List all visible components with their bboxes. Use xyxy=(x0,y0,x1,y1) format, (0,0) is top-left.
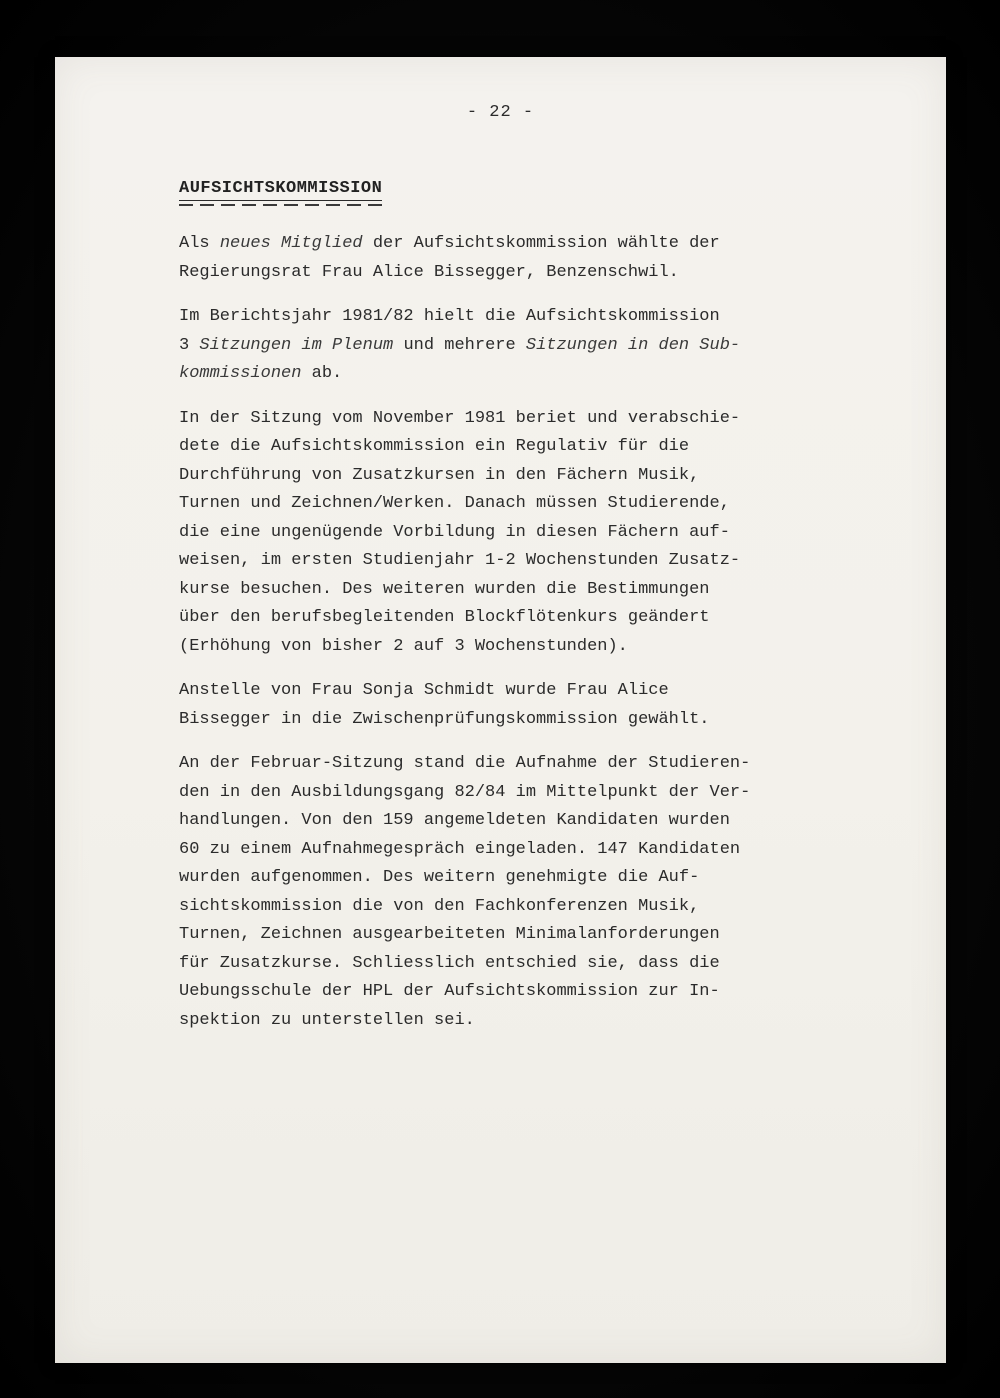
italic-text-run: neues Mitglied xyxy=(219,234,363,253)
paragraph xyxy=(179,303,826,389)
section-heading: AUFSICHTSKOMMISSION xyxy=(179,179,382,201)
italic-text-run: Sitzungen in den Sub- xyxy=(525,335,741,355)
italic-text-run: kommissionen xyxy=(179,364,302,383)
text-run: Anstelle von Frau Sonja Schmidt wurde Frau Alice xyxy=(179,681,669,700)
document-body xyxy=(55,122,946,1035)
paragraph xyxy=(179,405,826,662)
text-run: Regierungsrat Frau Alice Bissegger, Benzenschwil. xyxy=(179,262,679,282)
text-run: Turnen und Zeichnen/Werken. Danach müssen Studierende, xyxy=(179,494,730,513)
text-run: und mehrere xyxy=(393,335,526,355)
text-run: Bissegger in die Zwischenprüfungskommission gewählt. xyxy=(179,709,710,729)
text-run: handlungen. Von den 159 angemeldeten Kandidaten wurden xyxy=(179,811,730,830)
text-run: Uebungsschule der HPL der Aufsichtskommission zur In- xyxy=(179,982,720,1001)
text-run: für Zusatzkurse. Schliesslich entschied sie, dass die xyxy=(179,953,720,973)
text-run: weisen, im ersten Studienjahr 1-2 Wochenstunden Zusatz- xyxy=(179,551,741,570)
text-run: über den berufsbegleitenden Blockflötenkurs geändert xyxy=(179,608,710,627)
paragraph xyxy=(179,750,826,1035)
document-page xyxy=(55,57,946,1363)
text-run: An der Februar-Sitzung stand die Aufnahme der Studieren- xyxy=(179,754,751,773)
paragraph xyxy=(179,230,826,287)
text-run: wurden aufgenommen. Des weitern genehmigte die Auf- xyxy=(179,868,700,887)
section-heading-block xyxy=(179,179,387,206)
text-run: der Aufsichtskommission wählte der xyxy=(362,234,720,253)
paragraph xyxy=(179,677,826,734)
text-run: 3 xyxy=(179,335,200,355)
text-run: Im Berichtsjahr 1981/82 hielt die Aufsichtskommission xyxy=(179,307,720,326)
heading-underline xyxy=(179,204,387,206)
text-run: kurse besuchen. Des weiteren wurden die Bestimmungen xyxy=(179,579,710,599)
text-run: die eine ungenügende Vorbildung in diesen Fächern auf- xyxy=(179,522,730,542)
text-run: sichtskommission die von den Fachkonferenzen Musik, xyxy=(179,896,700,916)
text-run: den in den Ausbildungsgang 82/84 im Mittelpunkt der Ver- xyxy=(179,782,751,802)
text-run: 60 zu einem Aufnahmegespräch eingeladen. 147 Kandidaten xyxy=(179,839,741,859)
text-run: Als xyxy=(179,234,220,253)
text-run: dete die Aufsichtskommission ein Regulativ für die xyxy=(179,437,690,456)
text-run: (Erhöhung von bisher 2 auf 3 Wochenstunden). xyxy=(179,636,628,656)
italic-text-run: Sitzungen im Plenum xyxy=(199,335,394,355)
text-run: Durchführung von Zusatzkursen in den Fächern Musik, xyxy=(179,465,700,485)
text-run: spektion zu unterstellen sei. xyxy=(179,1010,475,1030)
text-run: In der Sitzung vom November 1981 beriet und verabschie- xyxy=(179,408,741,428)
text-run: Turnen, Zeichnen ausgearbeiteten Minimalanforderungen xyxy=(179,925,720,944)
paragraphs xyxy=(179,230,826,1035)
page-number: - 22 - xyxy=(466,103,535,122)
text-run: ab. xyxy=(301,364,343,383)
